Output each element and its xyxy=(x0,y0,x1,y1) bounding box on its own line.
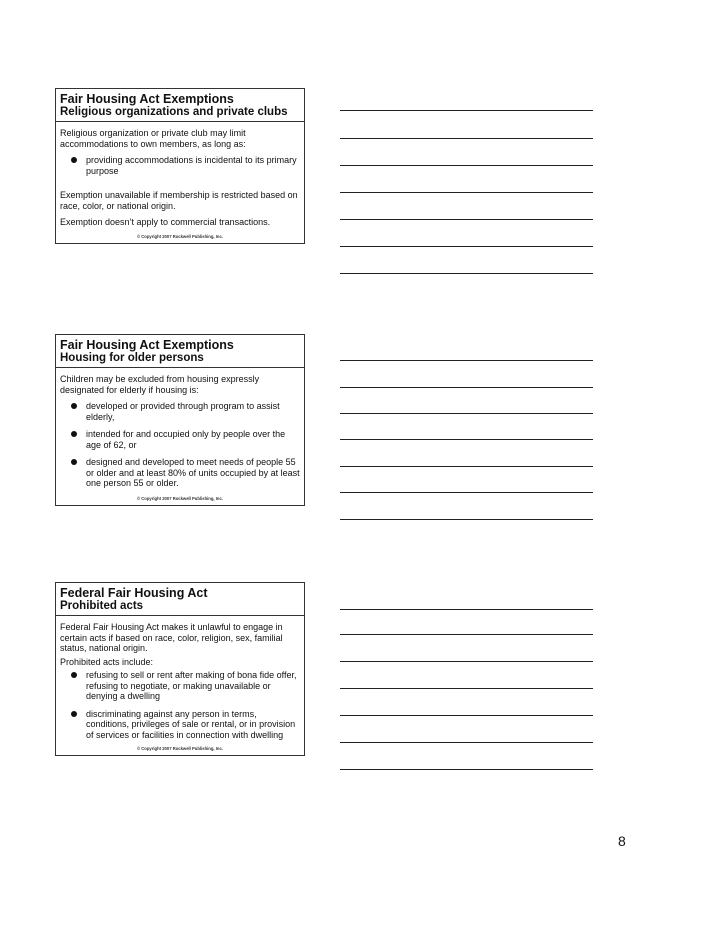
slide-3 xyxy=(55,582,305,756)
note-line xyxy=(340,769,593,770)
slide-paragraph: Exemption doesn’t apply to commercial transactions. xyxy=(60,217,271,227)
note-line xyxy=(340,246,593,247)
slide-body xyxy=(56,368,304,505)
bullet-item: refusing to sell or rent after making of bona fide offer, refusing to negotiate, or making unavailable or denying a dwelling xyxy=(60,670,300,702)
bullet-item: intended for and occupied only by people over the age of 62, or xyxy=(60,429,300,450)
slide-intro: Children may be excluded from housing expressly designated for elderly if housing is: xyxy=(60,374,260,395)
bullet-item: discriminating against any person in terms, conditions, privileges of sale or rental, or in provision of services or facilities in connection with dwelling xyxy=(60,709,300,741)
bullet-item: designed and developed to meet needs of people 55 or older and at least 80% of units occupied by at least one person 55 or older. xyxy=(60,457,300,489)
note-line xyxy=(340,138,593,139)
bullet-dot-icon xyxy=(71,711,77,717)
note-line xyxy=(340,715,593,716)
slide-header xyxy=(56,89,304,122)
bullet-list xyxy=(60,155,300,176)
note-line xyxy=(340,634,593,635)
note-line xyxy=(340,661,593,662)
slide-subtitle: Religious organizations and private clubs xyxy=(60,106,288,118)
slide-intro: Religious organization or private club may limit accommodations to own members, as long as: xyxy=(60,128,246,149)
note-line xyxy=(340,439,593,440)
note-line xyxy=(340,387,593,388)
slide-body xyxy=(56,122,304,243)
bullet-item: providing accommodations is incidental to its primary purpose xyxy=(60,155,300,176)
slide-body xyxy=(56,616,304,755)
slide-title: Fair Housing Act Exemptions xyxy=(60,92,234,106)
note-line xyxy=(340,413,593,414)
slide-title: Fair Housing Act Exemptions xyxy=(60,338,234,352)
slide-2 xyxy=(55,334,305,506)
note-line xyxy=(340,110,593,111)
bullet-dot-icon xyxy=(71,403,77,409)
bullet-dot-icon xyxy=(71,431,77,437)
bullet-item: developed or provided through program to assist elderly, xyxy=(60,401,300,422)
slide-subtitle: Prohibited acts xyxy=(60,600,144,612)
note-line xyxy=(340,492,593,493)
slide-subtitle: Housing for older persons xyxy=(60,352,204,364)
copyright-text: © Copyright 2007 Rockwell Publishing, Inc. xyxy=(137,746,223,751)
note-line xyxy=(340,273,593,274)
note-line xyxy=(340,192,593,193)
slide-intro: Federal Fair Housing Act makes it unlawful to engage in certain acts if based on race, color, religion, sex, familial status, national origin. xyxy=(60,622,283,653)
copyright-text: © Copyright 2007 Rockwell Publishing, Inc. xyxy=(137,233,223,239)
note-line xyxy=(340,609,593,610)
copyright-text: © Copyright 2007 Rockwell Publishing, Inc. xyxy=(137,495,223,501)
bullet-dot-icon xyxy=(71,459,77,465)
bullet-list xyxy=(60,670,300,740)
bullet-dot-icon xyxy=(71,672,77,678)
slide-1 xyxy=(55,88,305,244)
note-line xyxy=(340,219,593,220)
bullet-list xyxy=(60,401,300,489)
slide-title: Federal Fair Housing Act xyxy=(60,586,208,600)
bullet-dot-icon xyxy=(71,157,77,163)
slide-header xyxy=(56,335,304,368)
note-line xyxy=(340,165,593,166)
slide-intro-secondary: Prohibited acts include: xyxy=(60,656,154,667)
note-line xyxy=(340,742,593,743)
note-line xyxy=(340,688,593,689)
slide-header xyxy=(56,583,304,616)
page-number: 8 xyxy=(618,833,626,849)
note-line xyxy=(340,466,593,467)
slide-paragraph: Exemption unavailable if membership is restricted based on race, color, or national origin. xyxy=(60,190,298,211)
note-line xyxy=(340,360,593,361)
note-line xyxy=(340,519,593,520)
